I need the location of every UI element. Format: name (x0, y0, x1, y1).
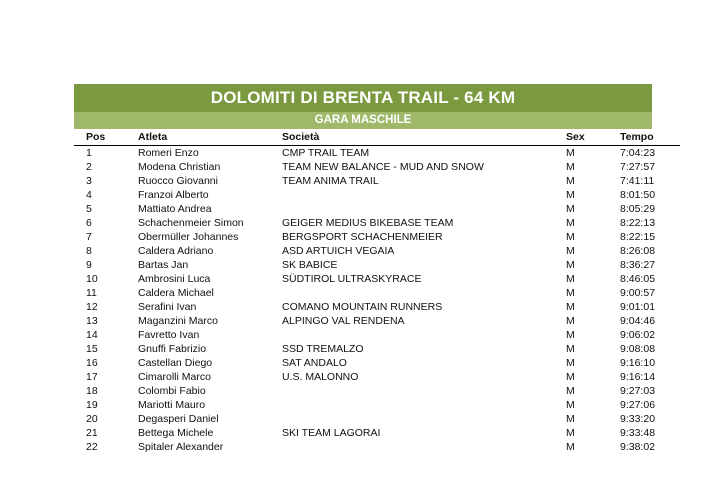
cell-sex: M (566, 343, 575, 355)
cell-sex: M (566, 371, 575, 383)
cell-atleta: Favretto Ivan (138, 329, 200, 341)
cell-sex: M (566, 329, 575, 341)
cell-tempo: 8:36:27 (620, 259, 656, 271)
cell-societa: U.S. MALONNO (282, 371, 359, 383)
cell-societa: CMP TRAIL TEAM (282, 147, 370, 159)
cell-sex: M (566, 217, 575, 229)
cell-societa (278, 398, 562, 412)
cell-sex: M (566, 231, 575, 243)
cell-pos: 18 (86, 385, 98, 397)
cell-tempo: 9:27:03 (620, 385, 656, 397)
cell-societa: SÜDTIROL ULTRASKYRACE (282, 273, 422, 285)
cell-atleta: Mattiato Andrea (138, 203, 212, 215)
cell-pos: 20 (86, 413, 98, 425)
table-row (74, 412, 680, 426)
table-row (74, 328, 680, 342)
column-header-pos: Pos (74, 129, 134, 146)
cell-atleta: Franzoi Alberto (138, 189, 209, 201)
cell-societa: COMANO MOUNTAIN RUNNERS (282, 301, 443, 313)
cell-sex: M (566, 357, 575, 369)
cell-pos: 8 (86, 245, 92, 257)
table-header-row (74, 129, 680, 146)
cell-societa (278, 286, 562, 300)
table-row (74, 272, 680, 286)
cell-sex: M (566, 203, 575, 215)
cell-tempo: 9:04:46 (620, 315, 656, 327)
cell-sex: M (566, 287, 575, 299)
table-row (74, 286, 680, 300)
cell-atleta: Ruocco Giovanni (138, 175, 218, 187)
cell-pos: 16 (86, 357, 98, 369)
cell-pos: 12 (86, 301, 98, 313)
cell-pos: 4 (86, 189, 92, 201)
cell-tempo: 8:22:13 (620, 217, 656, 229)
table-row (74, 230, 680, 244)
results-table (74, 129, 680, 454)
column-header-atleta: Atleta (134, 129, 278, 146)
cell-pos: 19 (86, 399, 98, 411)
cell-sex: M (566, 189, 575, 201)
cell-societa (278, 384, 562, 398)
cell-pos: 10 (86, 273, 98, 285)
cell-atleta: Caldera Adriano (138, 245, 214, 257)
cell-atleta: Bettega Michele (138, 427, 214, 439)
cell-societa: SKI TEAM LAGORAI (282, 427, 381, 439)
table-row (74, 426, 680, 440)
table-row (74, 188, 680, 202)
cell-tempo: 9:33:48 (620, 427, 656, 439)
cell-societa: TEAM NEW BALANCE - MUD AND SNOW (282, 161, 484, 173)
cell-pos: 17 (86, 371, 98, 383)
cell-sex: M (566, 273, 575, 285)
cell-sex: M (566, 175, 575, 187)
cell-tempo: 9:16:10 (620, 357, 656, 369)
cell-tempo: 9:16:14 (620, 371, 656, 383)
cell-sex: M (566, 399, 575, 411)
table-row (74, 258, 680, 272)
table-row (74, 160, 680, 174)
cell-pos: 2 (86, 161, 92, 173)
cell-atleta: Cimarolli Marco (138, 371, 211, 383)
results-table-body (74, 146, 680, 455)
cell-atleta: Colombi Fabio (138, 385, 206, 397)
cell-pos: 21 (86, 427, 98, 439)
cell-societa: GEIGER MEDIUS BIKEBASE TEAM (282, 217, 454, 229)
table-row (74, 384, 680, 398)
table-row (74, 216, 680, 230)
table-row (74, 202, 680, 216)
table-row (74, 174, 680, 188)
cell-tempo: 8:05:29 (620, 203, 656, 215)
cell-sex: M (566, 413, 575, 425)
cell-sex: M (566, 301, 575, 313)
cell-atleta: Castellan Diego (138, 357, 213, 369)
table-row (74, 356, 680, 370)
cell-atleta: Caldera Michael (138, 287, 214, 299)
cell-societa (278, 202, 562, 216)
cell-tempo: 8:01:50 (620, 189, 656, 201)
cell-atleta: Mariotti Mauro (138, 399, 206, 411)
cell-sex: M (566, 427, 575, 439)
cell-sex: M (566, 441, 575, 453)
cell-tempo: 9:00:57 (620, 287, 656, 299)
cell-pos: 14 (86, 329, 98, 341)
cell-sex: M (566, 315, 575, 327)
cell-societa (278, 188, 562, 202)
cell-pos: 11 (86, 287, 97, 299)
cell-atleta: Modena Christian (138, 161, 221, 173)
cell-tempo: 7:41:11 (620, 175, 655, 187)
cell-sex: M (566, 147, 575, 159)
cell-atleta: Degasperi Daniel (138, 413, 219, 425)
cell-societa (278, 328, 562, 342)
cell-pos: 5 (86, 203, 92, 215)
cell-atleta: Maganzini Marco (138, 315, 218, 327)
cell-atleta: Schachenmeier Simon (138, 217, 244, 229)
document-subtitle: GARA MASCHILE (74, 112, 652, 129)
cell-tempo: 9:06:02 (620, 329, 656, 341)
cell-sex: M (566, 245, 575, 257)
cell-atleta: Ambrosini Luca (138, 273, 211, 285)
cell-pos: 6 (86, 217, 92, 229)
cell-atleta: Obermüller Johannes (138, 231, 239, 243)
cell-sex: M (566, 385, 575, 397)
cell-societa (278, 440, 562, 454)
cell-societa: SK BABICE (282, 259, 338, 271)
cell-societa: BERGSPORT SCHACHENMEIER (282, 231, 443, 243)
table-row (74, 300, 680, 314)
document-title: DOLOMITI DI BRENTA TRAIL - 64 KM (74, 84, 652, 112)
column-header-sex: Sex (562, 129, 616, 146)
cell-tempo: 9:27:06 (620, 399, 656, 411)
cell-pos: 22 (86, 441, 98, 453)
cell-atleta: Serafini Ivan (138, 301, 197, 313)
table-row (74, 370, 680, 384)
cell-pos: 7 (86, 231, 92, 243)
results-document (74, 84, 656, 454)
cell-tempo: 9:01:01 (620, 301, 656, 313)
table-row (74, 440, 680, 454)
cell-sex: M (566, 161, 575, 173)
cell-pos: 13 (86, 315, 98, 327)
cell-societa: ALPINGO VAL RENDENA (282, 315, 405, 327)
cell-atleta: Spitaler Alexander (138, 441, 224, 453)
cell-societa: SAT ANDALO (282, 357, 347, 369)
table-row (74, 398, 680, 412)
cell-atleta: Gnuffi Fabrizio (138, 343, 207, 355)
cell-societa: TEAM ANIMA TRAIL (282, 175, 379, 187)
cell-tempo: 7:27:57 (620, 161, 656, 173)
cell-tempo: 8:22:15 (620, 231, 656, 243)
table-row (74, 146, 680, 161)
cell-pos: 15 (86, 343, 98, 355)
cell-tempo: 9:38:02 (620, 441, 656, 453)
table-row (74, 314, 680, 328)
cell-sex: M (566, 259, 575, 271)
table-row (74, 342, 680, 356)
column-header-societa: Società (278, 129, 562, 146)
cell-societa: SSD TREMALZO (282, 343, 364, 355)
cell-societa: ASD ARTUICH VEGAIA (282, 245, 395, 257)
cell-atleta: Bartas Jan (138, 259, 189, 271)
column-header-tempo: Tempo (616, 129, 680, 146)
cell-atleta: Romeri Enzo (138, 147, 199, 159)
cell-pos: 3 (86, 175, 92, 187)
cell-tempo: 9:08:08 (620, 343, 656, 355)
cell-societa (278, 412, 562, 426)
cell-tempo: 7:04:23 (620, 147, 656, 159)
cell-tempo: 8:26:08 (620, 245, 656, 257)
cell-pos: 1 (86, 147, 92, 159)
table-row (74, 244, 680, 258)
cell-pos: 9 (86, 259, 92, 271)
cell-tempo: 8:46:05 (620, 273, 656, 285)
cell-tempo: 9:33:20 (620, 413, 656, 425)
